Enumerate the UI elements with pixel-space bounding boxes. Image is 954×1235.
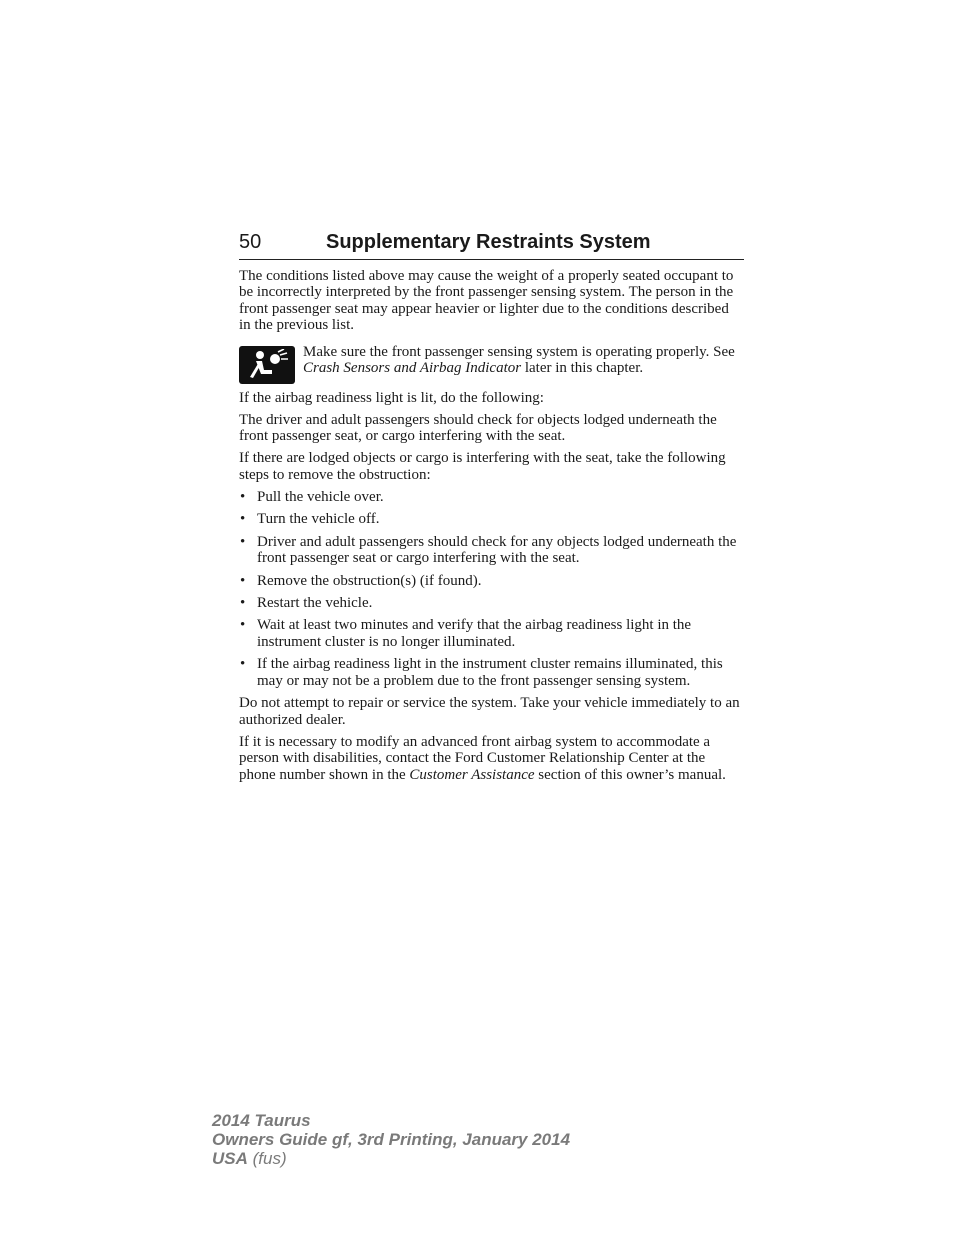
list-item-text: If the airbag readiness light in the instrument cluster remains illuminated, this may or may not be a problem due to the front passenger sensing system. <box>257 656 723 689</box>
footer-region-code: USA <box>212 1149 248 1168</box>
page-footer <box>212 1111 570 1168</box>
bullet: • <box>240 533 246 550</box>
list-item <box>239 511 744 527</box>
bullet: • <box>240 656 246 673</box>
airbag-note <box>239 344 744 384</box>
page-number: 50 <box>239 231 262 253</box>
intro-paragraph: The conditions listed above may cause the weight of a properly seated occupant to be incorrectly interpreted by the front passenger sensing system. The person in the front passenger seat may appear heavier or lighter due to the conditions described in the previous list. <box>239 268 734 334</box>
footer-region-suffix: (fus) <box>247 1149 287 1168</box>
list-item <box>239 617 744 650</box>
bullet: • <box>240 617 246 634</box>
bullet: • <box>240 511 246 528</box>
list-item-text: Wait at least two minutes and verify that the airbag readiness light in the instrument cluster is no longer illuminated. <box>257 617 692 650</box>
readiness-light-paragraph: If the airbag readiness light is lit, do the following: <box>239 389 544 406</box>
list-item-text: Driver and adult passengers should check for any objects lodged underneath the front passenger seat or cargo interfering with the seat. <box>257 533 737 567</box>
disabilities-paragraph <box>239 734 744 783</box>
page-header <box>239 229 744 260</box>
list-item <box>239 656 744 689</box>
airbag-warning-icon <box>239 346 295 384</box>
chapter-title: Supplementary Restraints System <box>326 231 651 253</box>
disabilities-text-after: section of this owner’s manual. <box>534 766 726 783</box>
page-content <box>239 268 744 789</box>
list-item-text: Pull the vehicle over. <box>257 489 384 506</box>
list-item-text: Turn the vehicle off. <box>257 511 380 528</box>
obstruction-paragraph: If there are lodged objects or cargo is interfering with the seat, take the following steps to remove the obstruction: <box>239 450 726 483</box>
footer-printing: Owners Guide gf, 3rd Printing, January 2014 <box>212 1130 571 1149</box>
do-not-repair-paragraph: Do not attempt to repair or service the system. Take your vehicle immediately to an authorized dealer. <box>239 695 740 728</box>
note-text-after: later in this chapter. <box>521 360 644 377</box>
obstruction-steps-list <box>239 489 744 689</box>
customer-assistance-reference: Customer Assistance <box>409 766 535 783</box>
bullet: • <box>240 595 246 612</box>
check-objects-paragraph: The driver and adult passengers should check for objects lodged underneath the front passenger seat, or cargo interfering with the seat. <box>239 411 717 445</box>
list-item <box>239 573 744 589</box>
list-item <box>239 489 744 505</box>
bullet: • <box>240 572 246 589</box>
disabilities-text-before: If it is necessary to modify an advanced front airbag system to accommodate a person with disabilities, contact the Ford Customer Relationship Center at the phone number shown in the <box>239 733 711 783</box>
list-item <box>239 595 744 611</box>
footer-model: 2014 Taurus <box>212 1111 311 1130</box>
crash-sensors-reference: Crash Sensors and Airbag Indicator <box>303 360 522 377</box>
footer-region <box>212 1149 570 1168</box>
bullet: • <box>240 489 246 506</box>
list-item-text: Remove the obstruction(s) (if found). <box>257 572 482 589</box>
list-item-text: Restart the vehicle. <box>257 595 373 612</box>
note-text-before: Make sure the front passenger sensing system is operating properly. See <box>303 343 735 360</box>
list-item <box>239 534 744 567</box>
note-text <box>303 344 744 377</box>
